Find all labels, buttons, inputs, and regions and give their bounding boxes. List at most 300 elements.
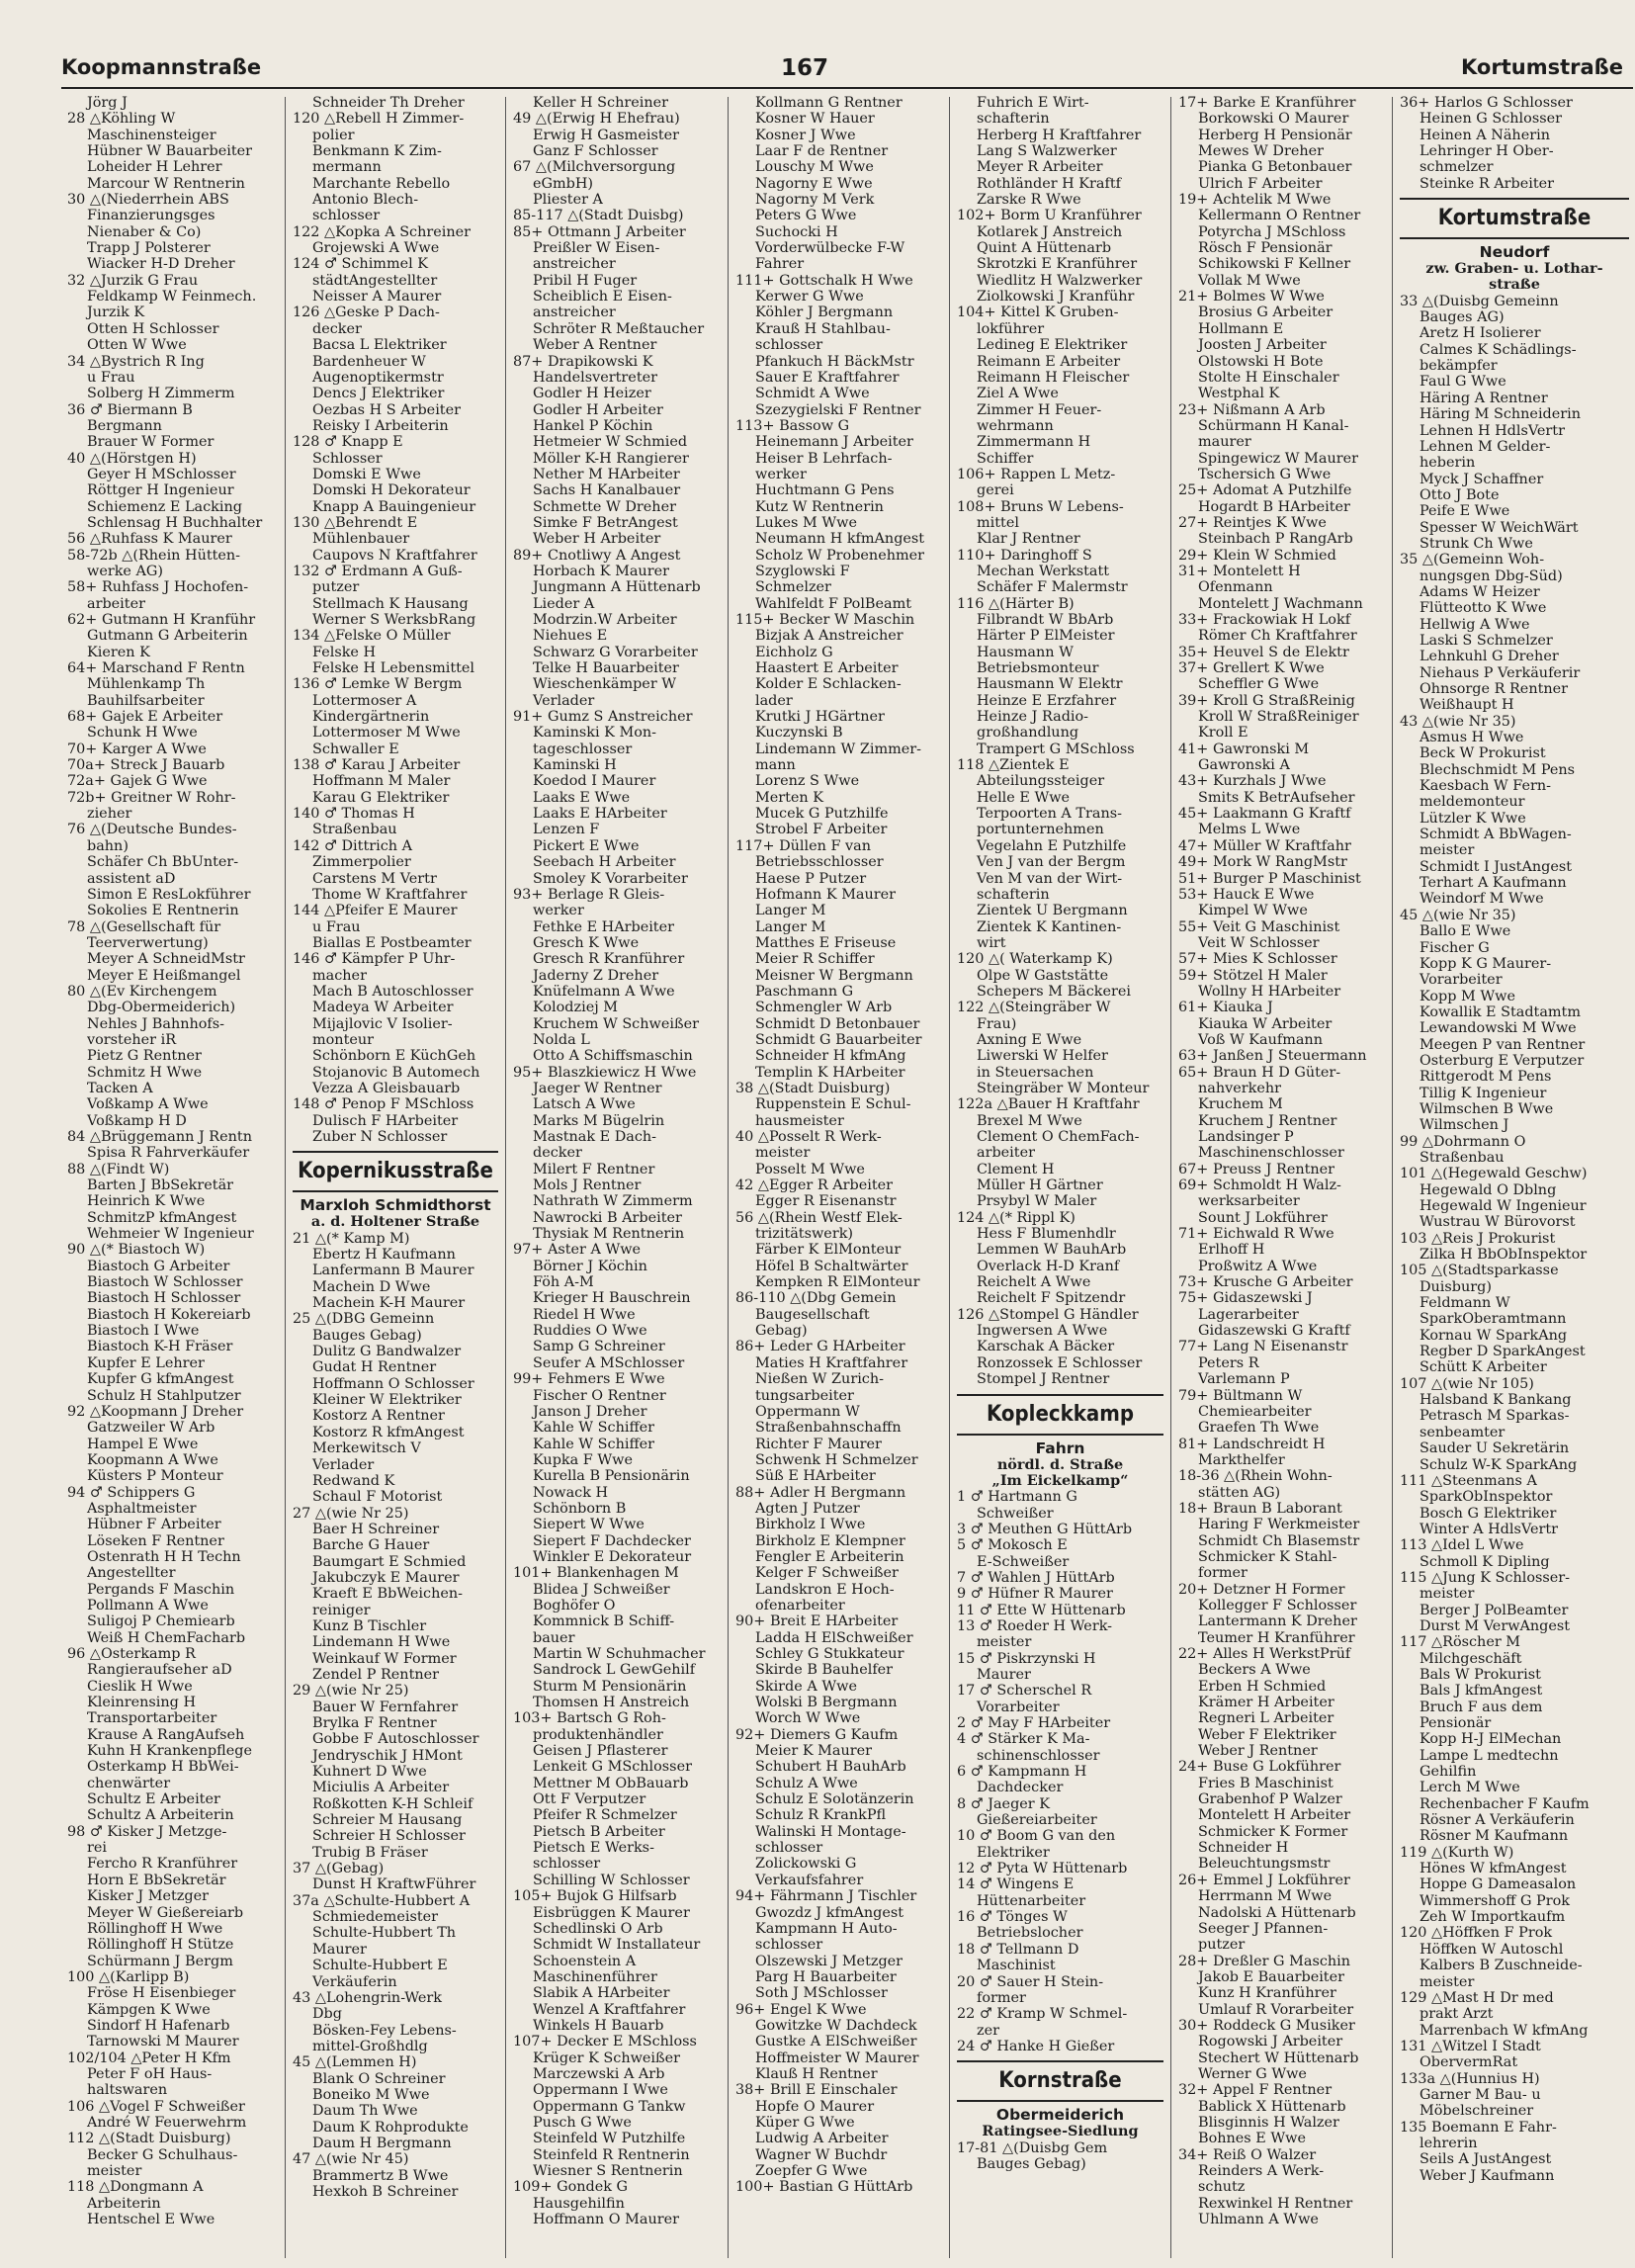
resident-entry: Maties H Kraftfahrer <box>755 1354 908 1371</box>
resident-entry: Kowallik E Stadtamtm <box>1420 1003 1581 1020</box>
resident-entry: Stechert W Hüttenarb <box>1198 2050 1359 2066</box>
resident-entry: Siepert W Wwe <box>533 1517 645 1533</box>
resident-entry: Küsters P Monteur <box>87 1468 223 1485</box>
resident-entry: Sturm M Pensionärin <box>533 1678 687 1695</box>
resident-entry: Rogowski J Arbeiter <box>1198 2034 1343 2050</box>
resident-entry: schlosser <box>755 1937 823 1954</box>
house-number-entry: 96 △Osterkamp R <box>67 1646 196 1662</box>
house-number-entry: 107 △(wie Nr 105) <box>1400 1375 1534 1392</box>
resident-entry: Gowitzke W Dachdeck <box>755 2017 917 2034</box>
resident-entry: Weiß H ChemFacharb <box>87 1629 246 1646</box>
resident-entry: Brexel M Wwe <box>977 1112 1082 1129</box>
house-number-entry: 136 ♂ Lemke W Bergm <box>293 676 463 693</box>
resident-entry: Lottermoser A <box>312 692 417 709</box>
resident-entry: Ven M van der Wirt- <box>977 870 1123 887</box>
directory-column-1 <box>67 95 277 2260</box>
resident-entry: Godler H Heizer <box>533 386 651 402</box>
resident-entry: Sauder U Sekretärin <box>1420 1440 1570 1457</box>
resident-entry: Sachs H Kanalbauer <box>533 482 681 499</box>
house-number-entry: 84 △Brüggemann J Rentn <box>67 1129 252 1145</box>
resident-entry: bauer <box>533 1629 575 1646</box>
house-number-entry: 130 △Behrendt E <box>293 514 418 531</box>
house-number-entry: 65+ Braun H D Güter- <box>1178 1064 1341 1081</box>
house-number-entry: 47+ Müller W Kraftfahr <box>1178 837 1351 854</box>
house-number-entry: 17-81 △(Duisbg Gem <box>957 2139 1108 2156</box>
house-number-entry: 61+ Kiauka J <box>1178 1000 1273 1016</box>
resident-entry: schafterin <box>977 111 1050 128</box>
house-number-entry: 29 △(wie Nr 25) <box>293 1683 409 1700</box>
house-number-entry: 87+ Drapikowski K <box>513 353 653 370</box>
resident-entry: Schubert H BauhArb <box>755 1759 906 1776</box>
resident-entry: decker <box>312 320 362 337</box>
resident-entry: nungsgen Dbg-Süd) <box>1420 567 1563 584</box>
resident-entry: Seils A JustAngest <box>1420 2151 1552 2168</box>
resident-entry: Peters G Wwe <box>755 208 857 224</box>
resident-entry: Zuber N Schlosser <box>312 1129 448 1145</box>
resident-entry: Ziel A Wwe <box>977 386 1059 402</box>
resident-entry: Aretz H Isolierer <box>1420 325 1541 342</box>
resident-entry: Jungmann A Hüttenarb <box>533 579 701 596</box>
resident-entry: Kupfer E Lehrer <box>87 1354 205 1371</box>
resident-entry: lehrerin <box>1420 2135 1478 2151</box>
resident-entry: Wehmeier W Ingenieur <box>87 1226 254 1243</box>
house-number-entry: 99+ Fehmers E Wwe <box>513 1371 665 1388</box>
house-number-entry: 104+ Kittel K Gruben- <box>957 305 1119 321</box>
resident-entry: Pietsch E Werks- <box>533 1840 654 1857</box>
resident-entry: Krämer H Arbeiter <box>1198 1695 1334 1711</box>
resident-entry: Schmelzer <box>755 579 831 596</box>
resident-entry: Krauß H Stahlbau- <box>755 320 891 337</box>
resident-entry: Blank O Schreiner <box>312 2070 446 2087</box>
resident-entry: Merten K <box>755 789 824 806</box>
house-number-entry: 25 △(DBG Gemeinn <box>293 1311 435 1328</box>
house-number-entry: 8 ♂ Jaeger K <box>957 1795 1051 1812</box>
resident-entry: Kiauka W Arbeiter <box>1198 1015 1333 1032</box>
resident-entry: Trapp J Polsterer <box>87 240 211 257</box>
column-divider <box>285 97 286 2258</box>
resident-entry: Schweißer <box>977 1505 1054 1522</box>
resident-entry: Sokolies E Rentnerin <box>87 903 239 919</box>
resident-entry: Weber H Arbeiter <box>533 531 661 548</box>
resident-entry: gerei <box>977 482 1014 499</box>
resident-entry: Templin K HArbeiter <box>755 1064 905 1081</box>
resident-entry: Bosch G Elektriker <box>1420 1505 1557 1522</box>
resident-entry: Smits K BetrAufseher <box>1198 789 1355 806</box>
house-number-entry: 26+ Emmel J Lokführer <box>1178 1872 1350 1888</box>
house-number-entry: 29+ Klein W Schmied <box>1178 547 1336 564</box>
resident-entry: Nowack H <box>533 1484 609 1501</box>
house-number-entry: 18+ Braun B Laborant <box>1178 1500 1342 1517</box>
resident-entry: Hampel E Wwe <box>87 1436 199 1452</box>
house-number-entry: 135 Boemann E Fahr- <box>1400 2119 1557 2136</box>
house-number-entry: 124 ♂ Schimmel K <box>293 256 429 273</box>
resident-entry: Rothländer H Kraftf <box>977 175 1121 192</box>
resident-entry: Ganz F Schlosser <box>533 143 658 160</box>
resident-entry: Barche G Hauer <box>312 1537 430 1554</box>
resident-entry: Axning E Wwe <box>977 1031 1082 1048</box>
resident-entry: Hoffmeister W Maurer <box>755 2050 919 2066</box>
resident-entry: Möbelschreiner <box>1420 2103 1534 2120</box>
resident-entry: Fischer O Rentner <box>533 1387 666 1404</box>
resident-entry: Flütteotto K Wwe <box>1420 600 1547 617</box>
resident-entry: Heinen A Näherin <box>1420 127 1550 143</box>
resident-entry: Nagorny E Wwe <box>755 175 873 192</box>
resident-entry: Herberg H Pensionär <box>1198 127 1352 143</box>
resident-entry: Betriebslocher <box>977 1925 1083 1942</box>
resident-entry: Strobel F Arbeiter <box>755 822 888 838</box>
resident-entry: Pusch G Wwe <box>533 2114 632 2131</box>
house-number-entry: 116 △(Härter B) <box>957 595 1075 612</box>
resident-entry: Spisa R Fahrverkäufer <box>87 1145 250 1162</box>
resident-entry: bekämpfer <box>1420 358 1498 375</box>
resident-entry: Schwenk H Schmelzer <box>755 1451 918 1468</box>
house-number-entry: 27 △(wie Nr 25) <box>293 1505 409 1522</box>
resident-entry: Meier K Maurer <box>755 1743 873 1760</box>
resident-entry: Gustke A ElSchweißer <box>755 2034 917 2050</box>
resident-entry: Schikowski F Kellner <box>1198 256 1351 273</box>
resident-entry: Sauer E Kraftfahrer <box>755 369 900 386</box>
resident-entry: Lieder A <box>533 595 595 612</box>
resident-entry: Krutki J HGärtner <box>755 709 885 726</box>
directory-column-6 <box>1178 95 1385 2260</box>
house-number-entry: 124 △(* Rippl K) <box>957 1209 1076 1226</box>
resident-entry: meister <box>1420 1586 1475 1603</box>
resident-entry: Weber J Kaufmann <box>1420 2167 1555 2184</box>
resident-entry: Graefen Th Wwe <box>1198 1420 1320 1437</box>
house-number-entry: 18 ♂ Tellmann D <box>957 1941 1079 1958</box>
resident-entry: Kellermann O Rentner <box>1198 208 1361 224</box>
resident-entry: Kindergärtnerin <box>312 709 430 726</box>
resident-entry: schutz <box>1198 2179 1246 2196</box>
resident-entry: Elektriker <box>977 1844 1050 1861</box>
resident-entry: Tillig K Ingenieur <box>1420 1085 1547 1101</box>
resident-entry: Lenzen F <box>533 822 600 838</box>
resident-entry: Kalbers B Zuschneide- <box>1420 1958 1583 1974</box>
resident-entry: Potyrcha J MSchloss <box>1198 223 1346 240</box>
resident-entry: Lampe L medtechn <box>1420 1747 1559 1764</box>
resident-entry: Hetmeier W Schmied <box>533 434 688 451</box>
resident-entry: Lehnen H HdlsVertr <box>1420 422 1565 439</box>
resident-entry: senbeamter <box>1420 1424 1506 1440</box>
resident-entry: Meyer A SchneidMstr <box>87 951 245 968</box>
resident-entry: Niehues E <box>533 628 608 645</box>
resident-entry: Kornau W SparkAng <box>1420 1327 1568 1344</box>
resident-entry: Geisen J Pflasterer <box>533 1743 668 1760</box>
resident-entry: Wagner W Buchdr <box>755 2146 888 2163</box>
resident-entry: Kolodziej M <box>533 1000 618 1016</box>
resident-entry: meister <box>755 1145 811 1162</box>
resident-entry: Zoepfer G Wwe <box>755 2163 868 2179</box>
resident-entry: Garner M Bau- u <box>1420 2086 1541 2103</box>
resident-entry: Pergands F Maschin <box>87 1581 235 1598</box>
resident-entry: Wiacker H-D Dreher <box>87 256 235 273</box>
resident-entry: Föh A-M <box>533 1274 594 1291</box>
resident-entry: André W Feuerwehrm <box>87 2114 247 2131</box>
resident-entry: Kleiner W Elektriker <box>312 1392 462 1409</box>
resident-entry: Jaderny Z Dreher <box>533 967 659 984</box>
resident-entry: Bablick X Hüttenarb <box>1198 2098 1346 2115</box>
resident-entry: werker <box>533 903 584 919</box>
house-number-entry: 21+ Bolmes W Wwe <box>1178 289 1325 305</box>
resident-entry: Bals J kfmAngest <box>1420 1683 1543 1700</box>
house-number-entry: 22 ♂ Kramp W Schmel- <box>957 2006 1128 2023</box>
resident-entry: Heinze E Erzfahrer <box>977 692 1117 709</box>
house-number-entry: 126 △Geske P Dach- <box>293 305 440 321</box>
resident-entry: Hoppe G Dameasalon <box>1420 1876 1577 1893</box>
street-section-note: nördl. d. Straße <box>996 1455 1124 1473</box>
house-number-entry: 30 △(Niederrhein ABS <box>67 192 229 209</box>
resident-entry: Oppermann W <box>755 1403 860 1420</box>
resident-entry: Pensionär <box>1420 1715 1492 1731</box>
resident-entry: Posselt M Wwe <box>755 1161 865 1178</box>
resident-entry: Hexkoh B Schreiner <box>312 2183 459 2200</box>
resident-entry: Durst M VerwAngest <box>1420 1617 1571 1634</box>
house-number-entry: 118 △Dongmann A <box>67 2179 204 2196</box>
resident-entry: Schulz H Stahlputzer <box>87 1387 241 1404</box>
resident-entry: Gebag) <box>755 1323 808 1340</box>
resident-entry: Brauer W Former <box>87 434 215 451</box>
resident-entry: Lützler K Wwe <box>1420 810 1526 827</box>
house-number-entry: 96+ Engel K Wwe <box>735 2001 867 2018</box>
resident-entry: Heinze J Radio- <box>977 709 1089 726</box>
resident-entry: Kostorz R kfmAngest <box>312 1424 465 1440</box>
resident-entry: Steinfeld R Rentnerin <box>533 2146 690 2163</box>
resident-entry: Weber F Elektriker <box>1198 1726 1336 1743</box>
resident-entry: Felske H Lebensmittel <box>312 660 475 677</box>
resident-entry: Paschmann G <box>755 983 854 1000</box>
house-number-entry: 20 ♂ Sauer H Stein- <box>957 1973 1104 1990</box>
resident-entry: Frau) <box>977 1015 1017 1032</box>
resident-entry: Krüger K Schweißer <box>533 2050 681 2066</box>
resident-entry: Milert F Rentner <box>533 1161 655 1178</box>
house-number-entry: 51+ Burger P Maschinist <box>1178 870 1361 887</box>
resident-entry: Pollmann A Wwe <box>87 1597 209 1614</box>
resident-entry: Rexwinkel H Rentner <box>1198 2195 1353 2212</box>
house-number-entry: 67+ Preuss J Rentner <box>1178 1161 1335 1178</box>
resident-entry: meister <box>1420 1973 1475 1990</box>
resident-entry: ofenarbeiter <box>755 1597 845 1614</box>
resident-entry: Karau G Elektriker <box>312 789 450 806</box>
resident-entry: Feldmann W <box>1420 1295 1510 1312</box>
resident-entry: Brylka F Rentner <box>312 1715 437 1731</box>
house-number-entry: 90+ Breit E HArbeiter <box>735 1614 899 1630</box>
resident-entry: Schäfer Ch BbUnter- <box>87 854 239 871</box>
resident-entry: Stellmach K Hausang <box>312 595 469 612</box>
resident-entry: Jendryschik J HMont <box>312 1747 463 1764</box>
resident-entry: Schäfer F Malermstr <box>977 579 1128 596</box>
resident-entry: Häring M Schneiderin <box>1420 406 1582 423</box>
resident-entry: Sount J Lokführer <box>1198 1209 1328 1226</box>
resident-entry: Otto A Schiffsmaschin <box>533 1048 693 1065</box>
resident-entry: Matthes E Friseuse <box>755 934 897 951</box>
resident-entry: Höffken W Autoschl <box>1420 1941 1564 1958</box>
house-number-entry: 88+ Adler H Bergmann <box>735 1484 906 1501</box>
resident-entry: Ludwig A Arbeiter <box>755 2131 889 2147</box>
resident-entry: Schultz E Arbeiter <box>87 1791 220 1808</box>
house-number-entry: 97+ Aster A Wwe <box>513 1242 642 1259</box>
house-number-entry: 95+ Blaszkiewicz H Wwe <box>513 1064 697 1081</box>
house-number-entry: 72a+ Gajek G Wwe <box>67 773 208 790</box>
column-divider <box>949 97 950 2258</box>
resident-entry: Osterburg E Verputzer <box>1420 1052 1585 1069</box>
resident-entry: Kleinrensing H <box>87 1695 196 1711</box>
resident-entry: Vorarbeiter <box>1420 972 1503 989</box>
house-number-entry: 111+ Gottschalk H Wwe <box>735 272 913 289</box>
resident-entry: Westphal K <box>1198 386 1280 402</box>
house-number-entry: 69+ Schmoldt H Walz- <box>1178 1178 1341 1194</box>
resident-entry: Caupovs N Kraftfahrer <box>312 547 477 564</box>
resident-entry: Kollegger F Schlosser <box>1198 1597 1357 1614</box>
resident-entry: Steingräber W Monteur <box>977 1080 1150 1096</box>
district-heading: Marxloh Schmidthorst <box>300 1196 491 1215</box>
house-number-entry: 133a △(Hunnius H) <box>1400 2070 1540 2087</box>
resident-entry: Schunk H Wwe <box>87 725 198 741</box>
resident-entry: Regneri L Arbeiter <box>1198 1710 1334 1727</box>
resident-entry: Schulz A Wwe <box>755 1775 858 1791</box>
resident-entry: Ingwersen A Wwe <box>977 1323 1108 1340</box>
resident-entry: Dunst H KraftwFührer <box>312 1876 476 1893</box>
resident-entry: Suchocki H <box>755 223 838 240</box>
resident-entry: Klauß H Rentner <box>755 2065 878 2082</box>
resident-entry: arbeiter <box>87 595 145 612</box>
resident-entry: Kaesbach W Fern- <box>1420 778 1552 795</box>
resident-entry: Schneider H kfmAng <box>755 1048 906 1065</box>
resident-entry: Soth J MSchlosser <box>755 1985 888 2002</box>
house-number-entry: 45+ Laakmann G Kraftf <box>1178 806 1351 823</box>
resident-entry: Schepers M Bäckerei <box>977 983 1132 1000</box>
resident-entry: Lemmen W BauhArb <box>977 1242 1127 1259</box>
resident-entry: Betriebsschlosser <box>755 854 884 871</box>
resident-entry: Schlensag H Buchhalter <box>87 514 263 531</box>
resident-entry: großhandlung <box>977 725 1079 741</box>
resident-entry: Otto J Bote <box>1420 486 1500 503</box>
resident-entry: lader <box>755 692 793 709</box>
resident-entry: Pliester A <box>533 192 603 209</box>
resident-entry: Mewes W Dreher <box>1198 143 1325 160</box>
resident-entry: Bösken-Fey Lebens- <box>312 2022 457 2039</box>
house-number-entry: 28 △Köhling W <box>67 111 176 128</box>
resident-entry: Gießereiarbeiter <box>977 1812 1097 1829</box>
resident-entry: Wiedlitz H Walzwerker <box>977 272 1143 289</box>
resident-entry: Gudat H Rentner <box>312 1359 437 1376</box>
resident-entry: Lukes M Wwe <box>755 514 857 531</box>
house-number-entry: 62+ Gutmann H Kranführ <box>67 612 256 628</box>
resident-entry: Lindemann H Wwe <box>312 1634 451 1651</box>
resident-entry: Kopp M Wwe <box>1420 988 1515 1004</box>
resident-entry: Zientek K Kantinen- <box>977 918 1122 935</box>
resident-entry: Miciulis A Arbeiter <box>312 1780 450 1796</box>
resident-entry: Nehles J Bahnhofs- <box>87 1015 224 1032</box>
resident-entry: Kuczynski B <box>755 725 843 741</box>
house-number-entry: 72b+ Greitner W Rohr- <box>67 789 236 806</box>
resident-entry: Schley G Stukkateur <box>755 1646 904 1662</box>
resident-entry: Gwozdz J kfmAngest <box>755 1904 904 1921</box>
resident-entry: schlosser <box>312 208 381 224</box>
resident-entry: Bacsa L Elektriker <box>312 337 447 354</box>
house-number-entry: 49+ Mork W RangMstr <box>1178 854 1347 871</box>
resident-entry: Halsband K Bankang <box>1420 1392 1572 1409</box>
resident-entry: Dachdecker <box>977 1780 1064 1796</box>
resident-entry: Martin W Schuhmacher <box>533 1646 706 1662</box>
house-number-entry: 45 △(wie Nr 35) <box>1400 907 1516 923</box>
district-heading: Obermeiderich <box>995 2106 1125 2125</box>
house-number-entry: 38 △(Stadt Duisburg) <box>735 1080 891 1096</box>
resident-entry: Lantermann K Dreher <box>1198 1614 1357 1630</box>
resident-entry: Lehringer H Ober- <box>1420 143 1554 160</box>
resident-entry: Meegen P van Rentner <box>1420 1036 1586 1053</box>
resident-entry: SparkObInspektor <box>1420 1489 1553 1506</box>
district-heading: Fahrn <box>1035 1439 1085 1457</box>
resident-entry: former <box>977 1989 1026 2006</box>
resident-entry: Simke F BetrAngest <box>533 514 678 531</box>
resident-entry: decker <box>533 1145 582 1162</box>
resident-entry: Pribil H Fuger <box>533 272 638 289</box>
street-section-note: zw. Graben- u. Lothar- <box>1425 260 1603 278</box>
resident-entry: Köhler J Bergmann <box>755 305 894 321</box>
house-number-entry: 37a △Schulte-Hubbert A <box>293 1892 471 1909</box>
resident-entry: schlosser <box>755 1840 823 1857</box>
house-number-entry: 134 △Felske O Müller <box>293 628 451 645</box>
resident-entry: Laski S Schmelzer <box>1420 632 1553 649</box>
resident-entry: Kopp K G Maurer- <box>1420 955 1552 972</box>
resident-entry: in Steuersachen <box>977 1064 1094 1081</box>
resident-entry: Oppermann G Tankw <box>533 2098 686 2115</box>
resident-entry: hausmeister <box>755 1112 844 1129</box>
header-left-street: Koopmannstraße <box>61 55 262 79</box>
resident-entry: Rösner A Verkäuferin <box>1420 1812 1575 1829</box>
resident-entry: Becker G Schulhaus- <box>87 2146 238 2163</box>
resident-entry: Hofmann K Maurer <box>755 886 897 903</box>
resident-entry: Schmicker K Stahl- <box>1198 1548 1337 1565</box>
resident-entry: Siepert F Dachdecker <box>533 1532 691 1549</box>
resident-entry: Terpoorten A Trans- <box>977 806 1122 823</box>
resident-entry: Domski E Wwe <box>312 466 421 482</box>
resident-entry: Hollmann E <box>1198 320 1284 337</box>
resident-entry: Voßkamp A Wwe <box>87 1096 209 1113</box>
resident-entry: Vezza A Gleisbauarb <box>312 1080 461 1096</box>
resident-entry: Borkowski O Maurer <box>1198 111 1349 128</box>
house-number-entry: 115 △Jung K Schlosser- <box>1400 1569 1571 1586</box>
resident-entry: Seeger J Pfannen- <box>1198 1920 1329 1937</box>
house-number-entry: 103 △Reis J Prokurist <box>1400 1230 1556 1247</box>
resident-entry: Latsch A Wwe <box>533 1096 636 1113</box>
resident-entry: Hausgehilfin <box>533 2195 625 2212</box>
resident-entry: Biallas E Postbeamter <box>312 934 472 951</box>
resident-entry: Hellwig A Wwe <box>1420 616 1530 633</box>
resident-entry: Maurer <box>312 1941 367 1958</box>
resident-entry: Szezygielski F Rentner <box>755 401 921 418</box>
resident-entry: Krause A RangAufseh <box>87 1726 245 1743</box>
house-number-entry: 76 △(Deutsche Bundes- <box>67 822 237 838</box>
street-section-note: „Im Eickelkamp“ <box>991 1471 1129 1489</box>
house-number-entry: 78 △(Gesellschaft für <box>67 918 221 935</box>
resident-entry: Gresch K Wwe <box>533 934 640 951</box>
resident-entry: Schiffer <box>977 450 1034 467</box>
resident-entry: Betriebsmonteur <box>977 660 1099 677</box>
resident-entry: Weinkauf W Former <box>312 1650 457 1667</box>
resident-entry: Lenkeit G MSchlosser <box>533 1759 692 1776</box>
resident-entry: Ulrich F Arbeiter <box>1198 175 1323 192</box>
house-number-entry: 10 ♂ Boom G van den <box>957 1828 1116 1845</box>
resident-entry: Stompel J Rentner <box>977 1371 1110 1388</box>
house-number-entry: 120 △( Waterkamp K) <box>957 951 1113 968</box>
resident-entry: Kruchem W Schweißer <box>533 1015 699 1032</box>
resident-entry: Weber J Rentner <box>1198 1743 1318 1760</box>
house-number-entry: 57+ Mies K Schlosser <box>1178 951 1337 968</box>
house-number-entry: 128 ♂ Knapp E <box>293 434 403 451</box>
house-number-entry: 43 △Lohengrin-Werk <box>293 1989 442 2006</box>
house-number-entry: 58-72b △(Rhein Hütten- <box>67 547 241 564</box>
